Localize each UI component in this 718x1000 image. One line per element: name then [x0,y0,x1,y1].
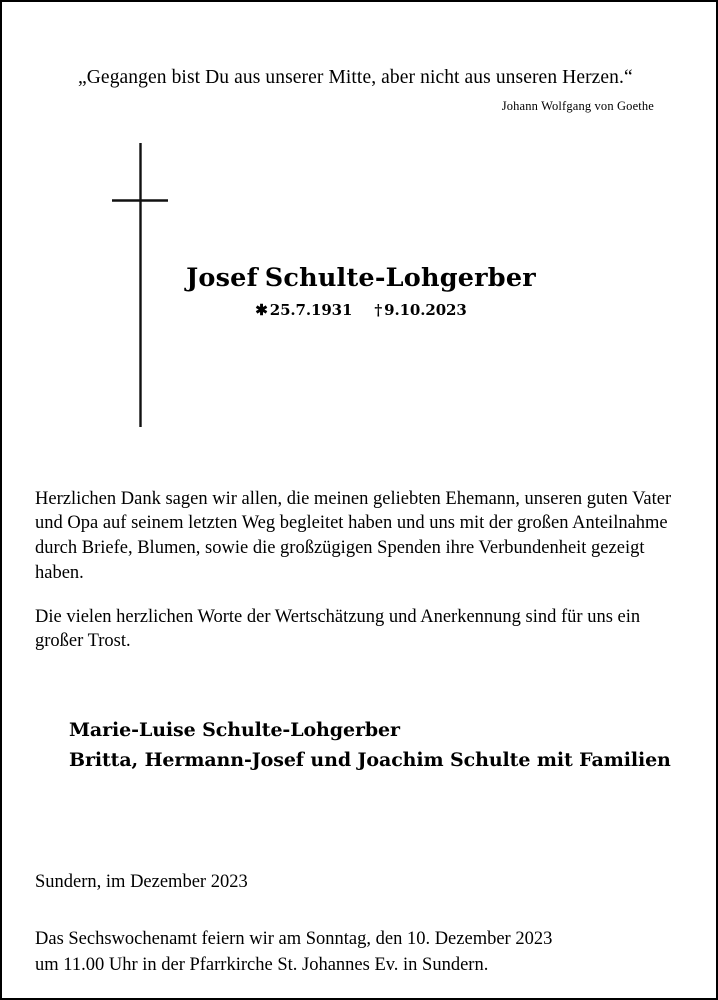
service-announcement [35,927,690,978]
service-line-2: um 11.00 Uhr in der Pfarrkirche St. Johannes Ev. in Sundern. [35,954,489,975]
death-date-group [374,301,466,319]
place-and-date: Sundern, im Dezember 2023 [35,872,248,892]
family-line: Britta, Hermann-Josef und Joachim Schulte mit Familien [69,749,671,771]
death-cross-icon: † [374,301,383,320]
quote-text: „Gegangen bist Du aus unserer Mitte, aber nicht aus unseren Herzen.“ [78,67,633,88]
family-signatures [69,715,689,775]
paragraph: Die vielen herzlichen Worte der Wertschätzung und Anerkennung sind für uns ein großer Trost. [35,606,641,652]
deceased-name [2,264,718,292]
quote-attribution: Johann Wolfgang von Goethe [501,99,654,114]
deceased-dates [2,301,718,319]
deceased-block [2,264,718,319]
thank-you-text [35,468,690,673]
family-line: Marie-Luise Schulte-Lohgerber [69,719,400,741]
quote-block [78,66,654,114]
paragraph: Herzlichen Dank sagen wir allen, die meinen geliebten Ehemann, unseren guten Vater und Opa auf seinem letzten Weg begleitet haben und uns mit der großen Anteilnahme durch Briefe, Blumen, sowie die großzügigen Spenden ihre Verbundenheit gezeigt haben. [35,488,672,583]
service-line-1: Das Sechswochenamt feiern wir am Sonntag, den 10. Dezember 2023 [35,929,553,949]
birth-star-icon: ✱ [255,301,268,320]
birth-date-group [255,301,352,319]
death-date: 9.10.2023 [384,301,467,320]
deceased-surname: Schulte-Lohgerber [264,263,536,293]
birth-date: 25.7.1931 [269,301,353,320]
deceased-given-name: Josef [186,263,258,293]
